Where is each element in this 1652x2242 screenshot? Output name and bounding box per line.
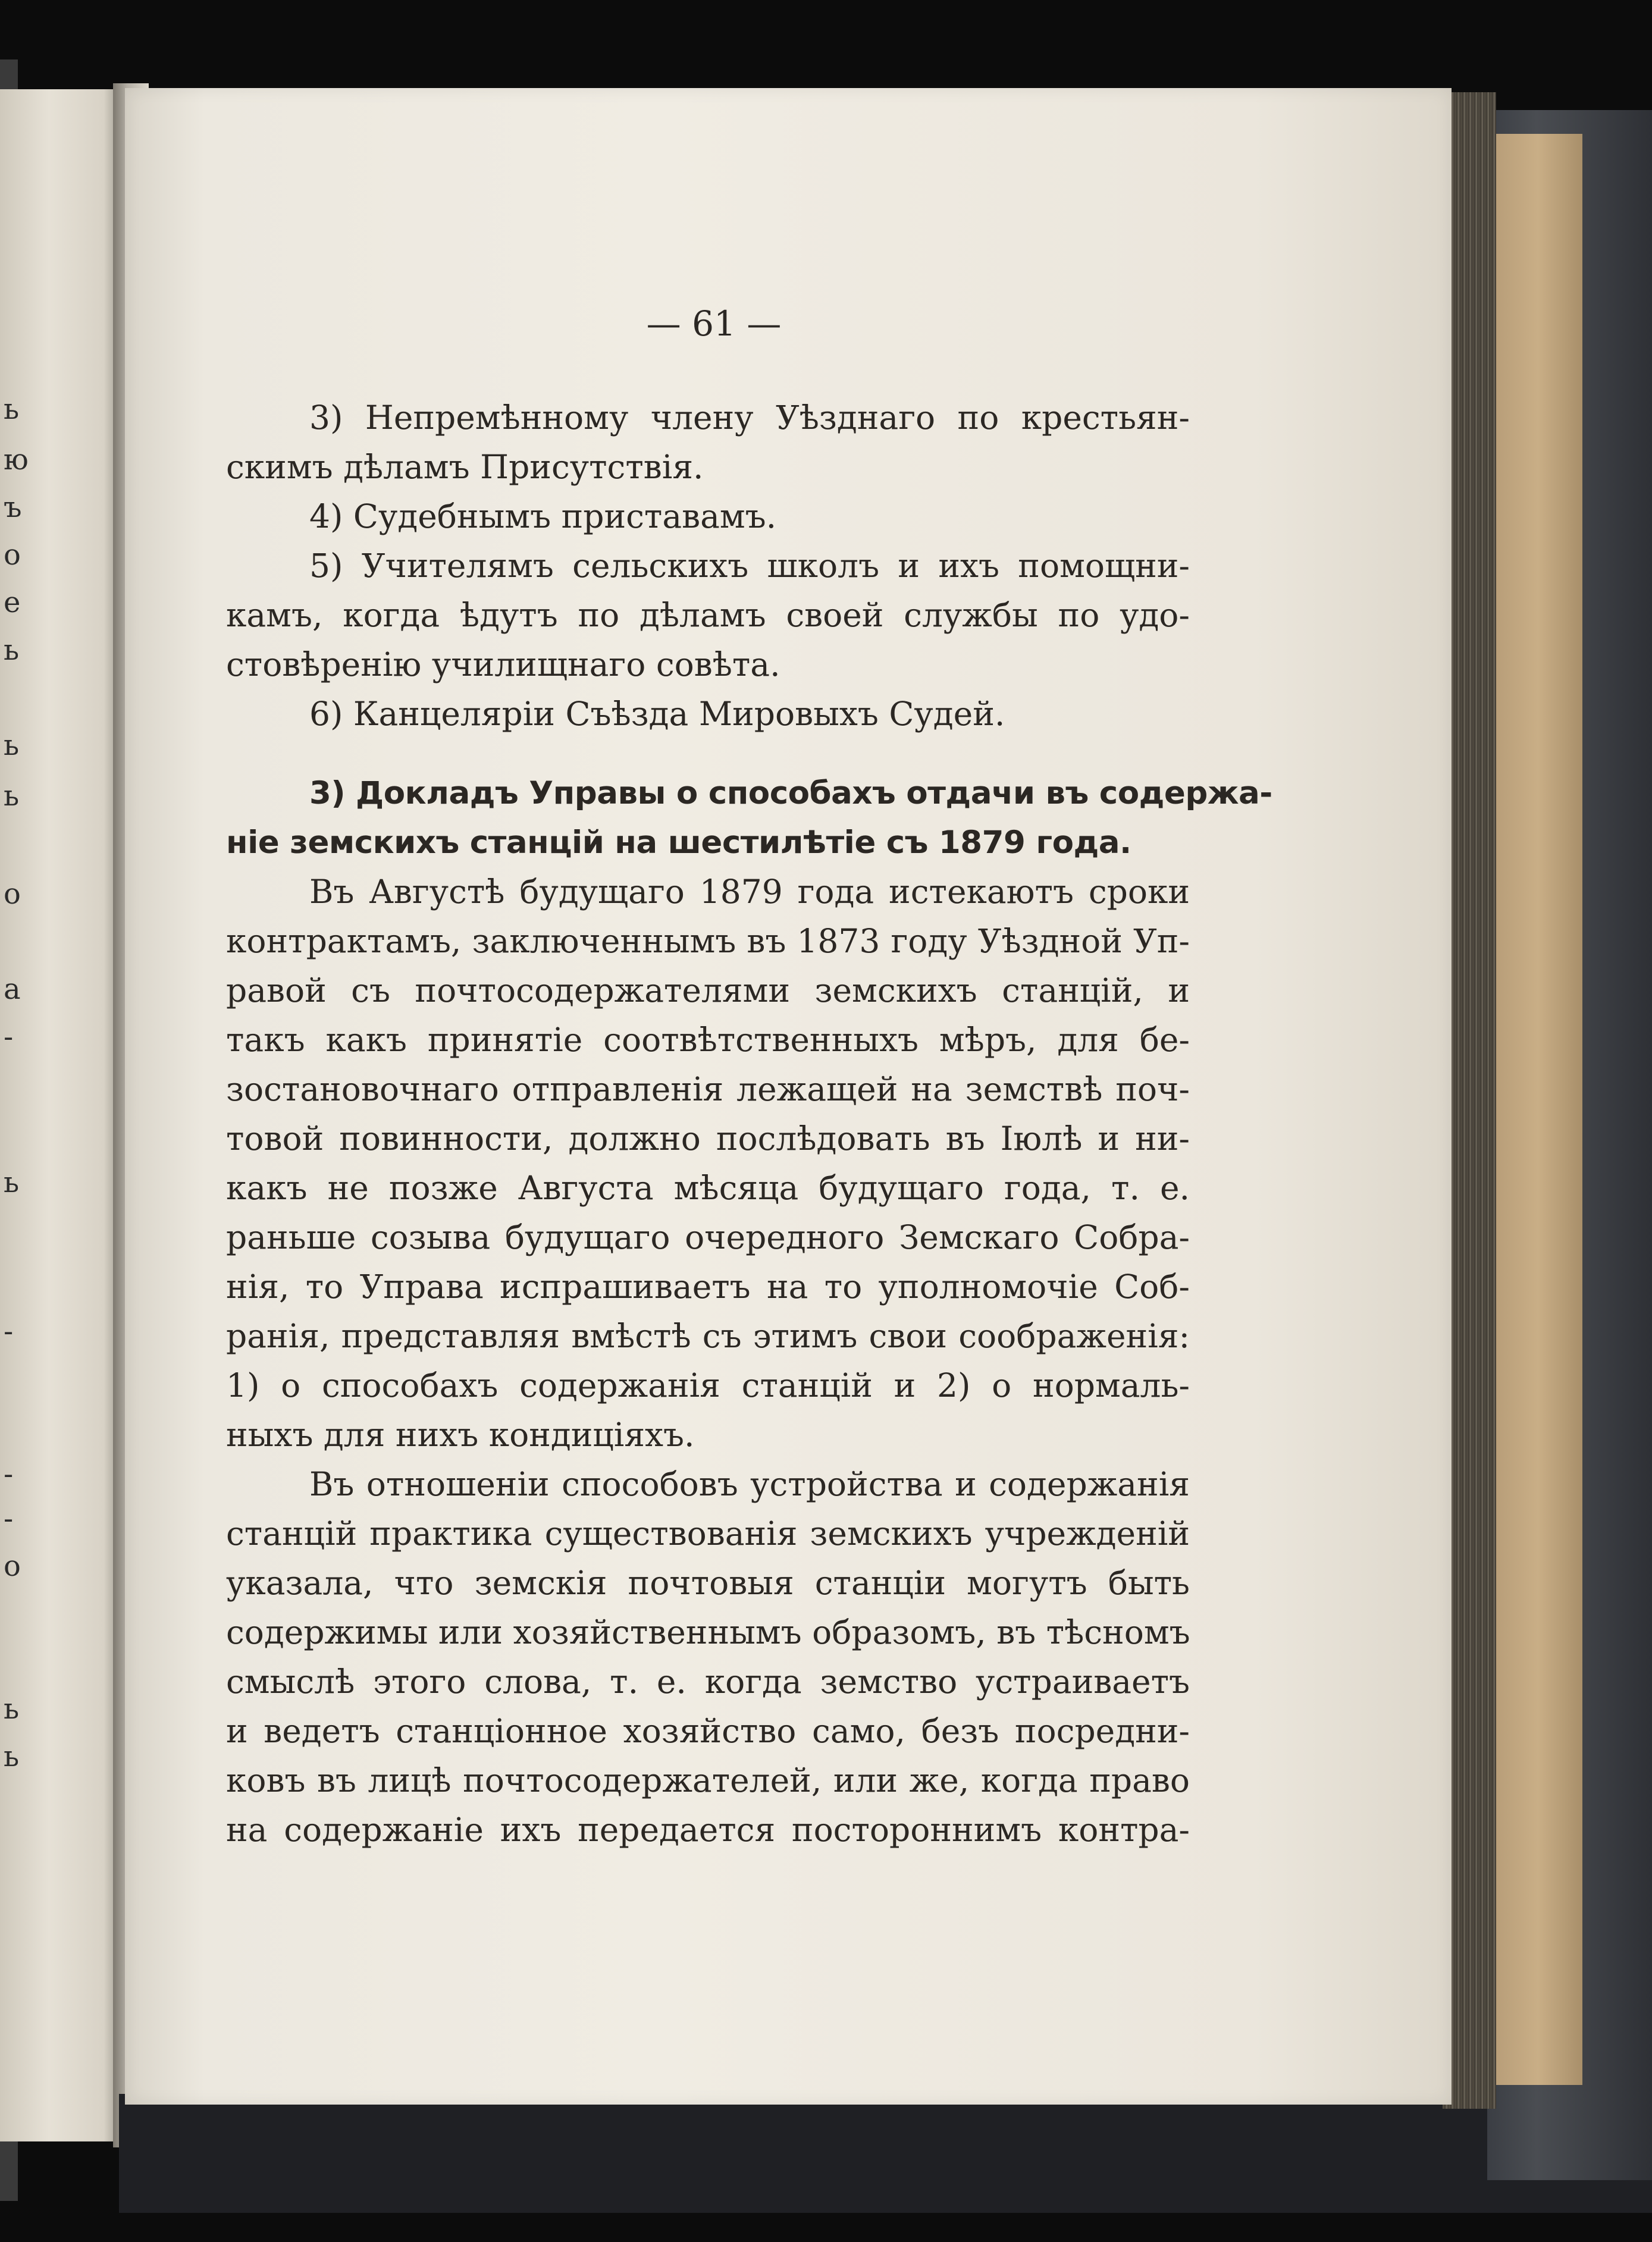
paragraph-line: товой повинности, должно послѣдовать въ Іюлѣ и ни- <box>226 1120 1190 1158</box>
section-heading-line: ніе земскихъ станцій на шестилѣтіе съ 1879 года. <box>226 824 1131 861</box>
left-page-fragment: ь <box>4 1692 20 1726</box>
left-page-fragment: а <box>4 973 21 1006</box>
paragraph-line: на содержаніе ихъ передается постороннимъ контра- <box>226 1811 1190 1849</box>
paragraph-line: Въ Августѣ будущаго 1879 года истекаютъ сроки <box>309 873 1190 911</box>
paragraph-line: 1) о способахъ содержанія станцій и 2) о нормаль- <box>226 1366 1190 1404</box>
paragraph-line: раньше созыва будущаго очередного Земскаго Собра- <box>226 1218 1190 1256</box>
paragraph-line: смыслѣ этого слова, т. е. когда земство устраиваетъ <box>226 1663 1190 1701</box>
left-page-fragment: ь <box>4 634 20 667</box>
back-cover-inner <box>1493 134 1582 2085</box>
paragraph-line: содержимы или хозяйственнымъ образомъ, въ тѣсномъ <box>226 1613 1190 1651</box>
paragraph-line: станцій практика существованія земскихъ учрежденій <box>226 1514 1190 1553</box>
left-page-fragment: - <box>4 1315 14 1348</box>
list-item-line: 4) Судебнымъ приставамъ. <box>309 497 777 535</box>
paragraph-line: какъ не позже Августа мѣсяца будущаго года, т. е. <box>226 1169 1190 1207</box>
left-page-fragment: ь <box>4 729 20 762</box>
paragraph-line: нія, то Управа испрашиваетъ на то уполномочіе Соб- <box>226 1268 1190 1306</box>
page-number: — 61 — <box>646 303 782 344</box>
left-page-fragment: е <box>4 586 21 619</box>
section-heading-line: 3) Докладъ Управы о способахъ отдачи въ содержа- <box>309 775 1272 811</box>
paragraph-line: ковъ въ лицѣ почтосодержателей, или же, когда право <box>226 1761 1190 1799</box>
left-page-fragment: - <box>4 1457 14 1491</box>
list-item-line: 6) Канцеляріи Съѣзда Мировыхъ Судей. <box>309 695 1005 733</box>
left-page-fragment: ь <box>4 1740 20 1773</box>
paragraph-line: ныхъ для нихъ кондиціяхъ. <box>226 1416 695 1454</box>
left-page-fragment: о <box>4 538 21 572</box>
list-item-line: стовѣренію училищнаго совѣта. <box>226 645 780 683</box>
left-page-fragment: ь <box>4 1166 20 1199</box>
list-item-line: 3) Непремѣнному члену Уѣзднаго по крестьян- <box>309 399 1190 437</box>
bottom-cover <box>119 2094 1652 2213</box>
left-page-fragment: ь <box>4 779 20 813</box>
list-item-line: камъ, когда ѣдутъ по дѣламъ своей службы по удо- <box>226 596 1190 634</box>
paragraph-line: указала, что земскія почтовыя станціи могутъ быть <box>226 1564 1190 1602</box>
left-page-fragment: ь <box>4 393 20 426</box>
paragraph-line: такъ какъ принятіе соотвѣтственныхъ мѣръ, для бе- <box>226 1021 1190 1059</box>
list-item-line: 5) Учителямъ сельскихъ школъ и ихъ помощни- <box>309 547 1190 585</box>
left-page-fragment: - <box>4 1020 14 1053</box>
left-page-fragment: ю <box>4 443 29 476</box>
paragraph-line: Въ отношеніи способовъ устройства и содержанія <box>309 1465 1190 1503</box>
paragraph-line: ранія, представляя вмѣстѣ съ этимъ свои соображенія: <box>226 1317 1190 1355</box>
paragraph-line: и ведетъ станціонное хозяйство само, безъ посредни- <box>226 1712 1190 1750</box>
left-page-fragment: ъ <box>4 491 22 524</box>
left-page-fragment: - <box>4 1502 14 1535</box>
paragraph-line: контрактамъ, заключеннымъ въ 1873 году Уѣздной Уп- <box>226 922 1190 960</box>
paragraph-line: равой съ почтосодержателями земскихъ станцій, и <box>226 971 1190 1009</box>
paragraph-line: зостановочнаго отправленія лежащей на земствѣ поч- <box>226 1070 1190 1108</box>
left-page-fragment: о <box>4 1550 21 1583</box>
list-item-line: скимъ дѣламъ Присутствія. <box>226 448 704 486</box>
left-page-fragment: о <box>4 877 21 911</box>
